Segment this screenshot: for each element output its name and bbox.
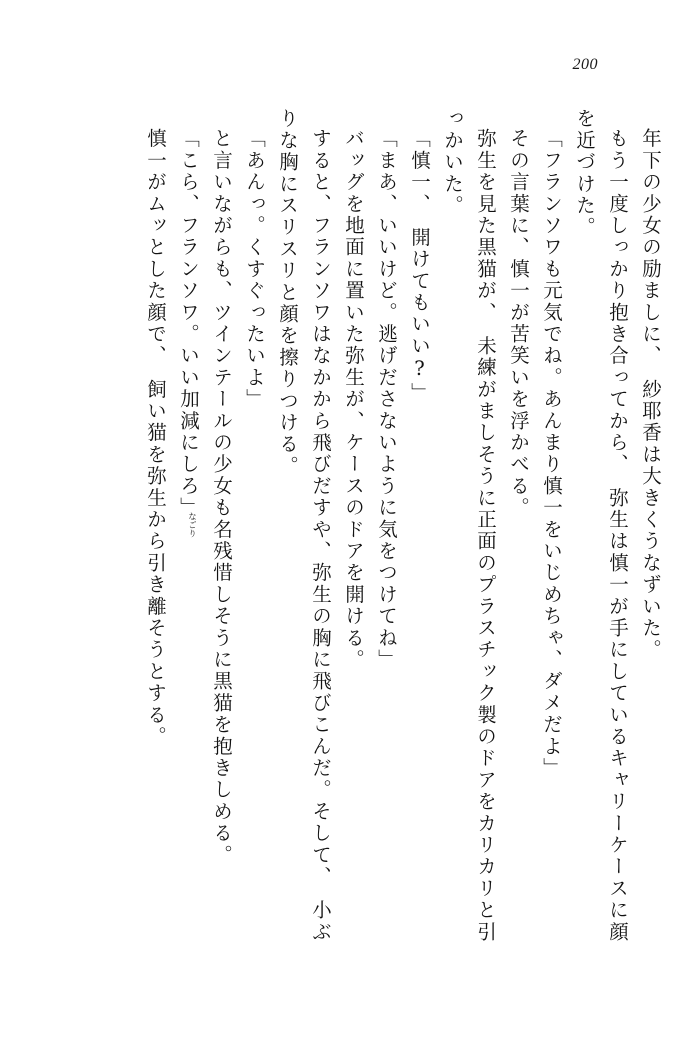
text-column: 「まあ、いいけど。逃げださないように気をつけてね」	[375, 128, 398, 671]
text-column: っかいた。	[441, 108, 464, 217]
text-column: 「こら、フランソワ。いい加減にしろ」	[177, 128, 200, 519]
text-column: その言葉に、慎一が苦笑いを浮かべる。	[507, 128, 530, 519]
text-column: 年下の少女の励ましに、 紗耶香は大きくうなずいた。	[639, 128, 662, 661]
vertical-text-block	[48, 108, 660, 948]
page-number: 200	[572, 56, 598, 73]
text-column: すると、フランソワはなかから飛びだすや、弥生の胸に飛びこんだ。そして、 小ぶ	[309, 128, 332, 943]
text-column: バッグを地面に置いた弥生が、ケースのドアを開ける。	[342, 128, 365, 671]
text-column-text: と言いながらも、ツインテールの少女も名残惜しそうに黒猫を抱きしめる。	[210, 128, 233, 866]
text-column: を近づけた。	[573, 108, 596, 239]
text-column: りな胸にスリスリと顔を擦りつける。	[276, 108, 299, 477]
text-column: 慎一がムッとした顔で、 飼い猫を弥生から引き離そうとする。	[144, 128, 167, 748]
text-column: 「あんっ。くすぐったいよ」	[243, 128, 266, 411]
text-column: もう一度しっかり抱き合ってから、 弥生は慎一が手にしているキャリーケースに顔	[606, 128, 629, 943]
text-column: 「慎一、 開けてもいい?」	[408, 128, 431, 404]
ruby-annotation: なごり	[186, 512, 197, 538]
text-column: 「フランソワも元気でね。あんまり慎一をいじめちゃ、ダメだよ」	[540, 128, 563, 779]
text-column: 弥生を見た黒猫が、 未練がましそうに正面のプラスチック製のドアをカリカリと引	[474, 128, 497, 943]
